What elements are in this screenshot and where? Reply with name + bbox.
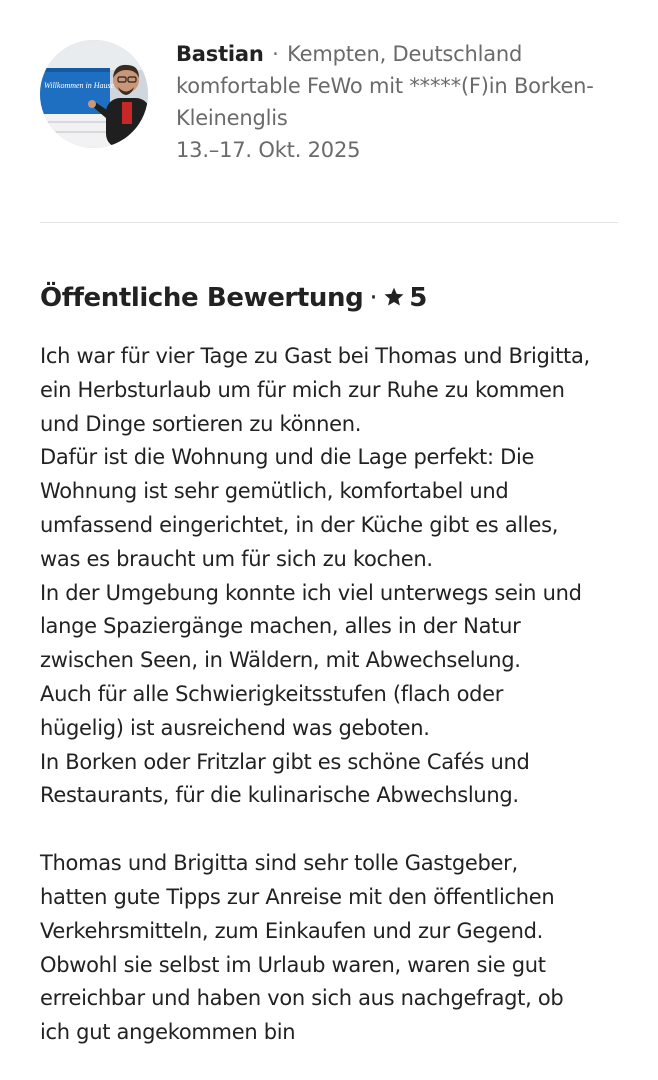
review-text-line: hatten gute Tipps zur Anreise mit den öffentlichen <box>40 884 555 909</box>
section-divider <box>40 222 618 223</box>
review-text-line: Thomas und Brigitta sind sehr tolle Gastgeber, <box>40 851 518 876</box>
rating-value: 5 <box>409 283 427 313</box>
reviewer-location: Kempten, Deutschland <box>287 42 523 66</box>
review-text-line: Restaurants, für die kulinarische Abwechslung. <box>40 783 519 808</box>
reviewer-meta <box>176 38 626 166</box>
review-text-line: In Borken oder Fritzlar gibt es schöne Cafés und <box>40 749 530 774</box>
review-text-line: ich gut angekommen bin <box>40 1020 296 1045</box>
star-icon <box>383 286 405 308</box>
meta-separator: · <box>272 42 279 66</box>
review-text-line: erreichbar und haben von sich aus nachgefragt, ob <box>40 986 564 1011</box>
review-heading <box>40 278 427 318</box>
review-text-line: In der Umgebung konnte ich viel unterwegs sein und <box>40 580 582 605</box>
review-text-line: ein Herbsturlaub um für mich zur Ruhe zu kommen <box>40 377 565 402</box>
review-text-line: zwischen Seen, in Wäldern, mit Abwechselung. <box>40 648 521 673</box>
review-text-line: Verkehrsmitteln, zum Einkaufen und zur Gegend. <box>40 918 544 943</box>
review-text-line: hügelig) ist ausreichend was geboten. <box>40 715 430 740</box>
listing-title: komfortable FeWo mit *****(F)in Borken-Kleinenglis <box>176 74 594 130</box>
review-text-line: Auch für alle Schwierigkeitsstufen (flach oder <box>40 681 504 706</box>
person-photo-icon <box>40 40 148 148</box>
review-body <box>40 340 630 1050</box>
review-text-line: was es braucht um für sich zu kochen. <box>40 546 433 571</box>
review-text-line: und Dinge sortieren zu können. <box>40 411 362 436</box>
review-text-line: Dafür ist die Wohnung und die Lage perfekt: Die <box>40 445 535 470</box>
review-text-line: umfassend eingerichtet, in der Küche gibt es alles, <box>40 512 559 537</box>
reviewer-name[interactable]: Bastian <box>176 42 264 66</box>
avatar-sign-text: Willkommen in Hause <box>44 81 115 90</box>
review-text-line: Obwohl sie selbst im Urlaub waren, waren sie gut <box>40 952 546 977</box>
review-text-line: Ich war für vier Tage zu Gast bei Thomas und Brigitta, <box>40 344 590 368</box>
review-paragraph-1 <box>40 340 630 813</box>
heading-separator: · <box>369 283 378 313</box>
review-heading-text: Öffentliche Bewertung <box>40 283 364 313</box>
reviewer-name-location <box>176 38 626 70</box>
reviewer-header <box>40 38 620 168</box>
reviewer-avatar[interactable] <box>40 40 148 148</box>
review-text-line: lange Spaziergänge machen, alles in der Natur <box>40 614 521 639</box>
stay-dates: 13.–17. Okt. 2025 <box>176 138 361 162</box>
review-paragraph-2 <box>40 847 630 1050</box>
review-text-line: Wohnung ist sehr gemütlich, komfortabel und <box>40 479 509 504</box>
